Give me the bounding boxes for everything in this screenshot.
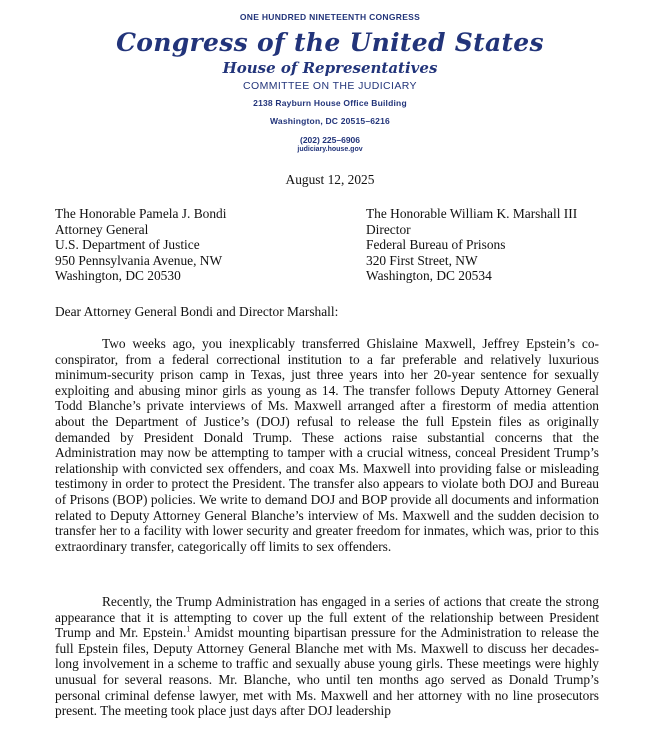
congress-number: ONE HUNDRED NINETEENTH CONGRESS — [239, 12, 421, 22]
office-phone: (202) 225–6906 — [299, 135, 361, 145]
committee-name: COMMITTEE ON THE JUDICIARY — [243, 80, 417, 92]
paragraph-2-part-a: Recently, the Trump Administration has engaged in a series of actions that create the strong appearance that it is attempting to cover up the full extent of the relationship between President Trump and Mr. Epstein. — [55, 594, 599, 641]
congress-title: Congress of the United States — [116, 28, 544, 57]
paragraph-2-part-b: Amidst mounting bipartisan pressure for the Administration to release the full Epstein files, Deputy Attorney General Blanche met with Ms. Maxwell to discuss her decades-long involvement in a scheme to traffic and sexually abuse young girls. These meetings were highly unusual for several reasons. Mr. Blanche, who until ten months ago served as Donald Trump’s personal criminal defense lawyer, met with Ms. Maxwell and her attorney with no line prosecutors present. The meeting took place just days after DOJ leadership — [55, 625, 599, 719]
recipient-org: U.S. Department of Justice — [55, 237, 200, 253]
letterhead — [0, 8, 660, 153]
recipient-title: Attorney General — [55, 221, 149, 237]
letter-date: August 12, 2025 — [285, 172, 375, 187]
recipient-right — [366, 206, 577, 284]
salutation: Dear Attorney General Bondi and Director Marshall: — [55, 304, 339, 319]
recipient-city: Washington, DC 20530 — [55, 268, 181, 284]
website: judiciary.house.gov — [297, 146, 363, 153]
house-title: House of Representatives — [222, 59, 438, 77]
recipient-name: The Honorable William K. Marshall III — [366, 206, 578, 221]
recipient-city: Washington, DC 20534 — [366, 268, 492, 284]
recipient-org: Federal Bureau of Prisons — [366, 237, 506, 253]
recipient-title: Director — [366, 221, 411, 237]
office-building: 2138 Rayburn House Office Building — [253, 98, 407, 108]
recipient-street: 950 Pennsylvania Avenue, NW — [55, 252, 223, 268]
paragraph-2 — [55, 594, 599, 719]
office-city: Washington, DC 20515–6216 — [270, 116, 390, 126]
recipient-name: The Honorable Pamela J. Bondi — [55, 206, 227, 221]
recipient-left — [55, 206, 226, 284]
footnote-1-ref[interactable]: 1 — [186, 624, 191, 634]
recipient-street: 320 First Street, NW — [366, 252, 478, 268]
paragraph-1: Two weeks ago, you inexplicably transferred Ghislaine Maxwell, Jeffrey Epstein’s co-conspirator, from a federal correctional institution to a far preferable and relatively luxurious minimum-security prison camp in Texas, just three years into her 20-year sentence for sexually exploiting and abusing minor girls as young as 14. The transfer follows Deputy Attorney General Todd Blanche’s private interviews of Ms. Maxwell arranged after a firestorm of media attention about the Department of Justice’s (DOJ) refusal to release the full Epstein files as originally demanded by President Donald Trump. These actions raise substantial concerns that the Administration may now be attempting to tamper with a crucial witness, conceal President Trump’s relationship with convicted sex offenders, and coax Ms. Maxwell into providing false or misleading testimony in order to protect the President. The transfer also appears to violate both DOJ and Bureau of Prisons (BOP) policies. We write to demand DOJ and BOP provide all documents and information related to Deputy Attorney General Blanche’s interview of Ms. Maxwell and the sudden decision to transfer her to a facility with lower security and greater freedom for inmates, which was, prior to this extraordinary transfer, categorically off limits to sex offenders. — [55, 336, 599, 554]
